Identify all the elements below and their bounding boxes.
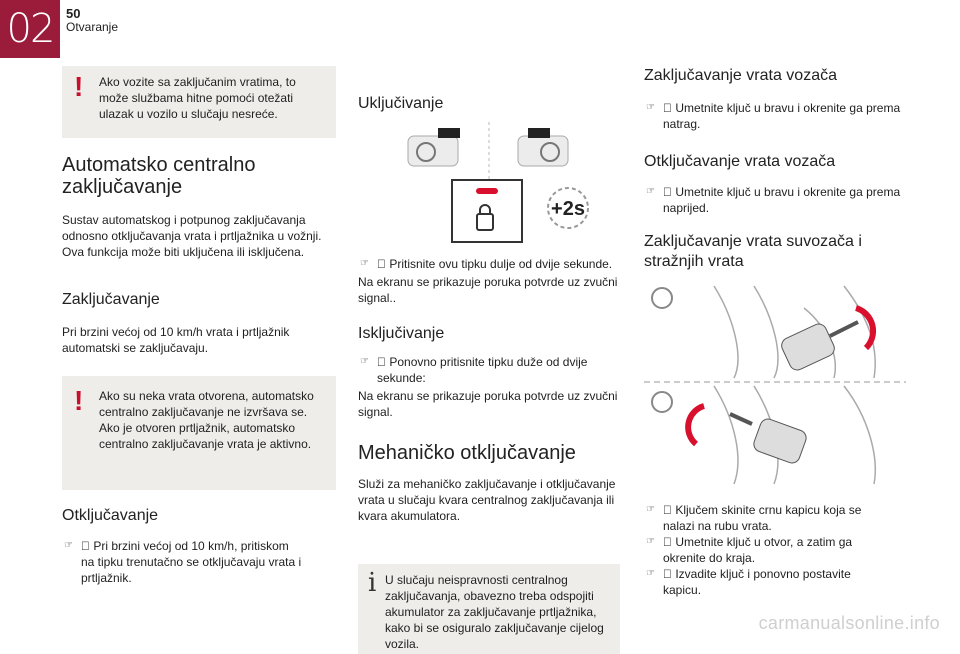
warning-box-2 xyxy=(62,376,336,490)
bullet-text: Umetnite ključ u bravu i okrenite ga prema natrag. xyxy=(663,101,901,131)
door-key-illustration xyxy=(644,278,906,484)
bullet-item xyxy=(644,502,884,534)
bullet-item xyxy=(644,534,884,566)
intro-text-2: Ova funkcija može biti uključena ili isključena. xyxy=(62,245,305,259)
footer-watermark: carmanualsonline.info xyxy=(758,613,940,633)
section-title: Automatsko centralno zaključavanje xyxy=(62,154,256,198)
warning-box xyxy=(62,66,336,138)
bullet-item xyxy=(358,354,620,386)
steering-wheel-icon xyxy=(652,288,672,308)
info-text: U slučaju neispravnosti centralnog zaključavanja, obavezno treba odspojiti akumulator za zaključavanje prtljažnika, kako bi se osiguralo zaključavanje cijelog vozila. xyxy=(385,573,604,651)
steering-wheel-left-icon xyxy=(408,128,460,166)
bullet-icon: ☞ xyxy=(646,102,655,113)
bullet-icon: ☞ xyxy=(646,568,655,579)
key-icon xyxy=(779,321,858,372)
mechanical-title: Mehaničko otključavanje xyxy=(358,442,576,464)
intro-text: Sustav automatskog i potpunog zaključavanja odnosno otključavanja vrata i prtljažnika u vožnji. xyxy=(62,213,322,243)
column-right xyxy=(644,66,906,598)
bullet-item xyxy=(644,184,906,216)
enable-title: Uključivanje xyxy=(358,95,444,112)
locking-text: Pri brzini većoj od 10 km/h vrata i prtljažnik automatski se zaključavaju. xyxy=(62,325,290,355)
bullet-item xyxy=(62,538,302,586)
rotate-arrow-icon xyxy=(688,406,704,444)
button-illustration xyxy=(358,122,620,242)
section-name: Otvaranje xyxy=(66,20,119,34)
bullet-text: Pritisnite ovu tipku dulje od dvije sekunde. xyxy=(389,257,613,271)
bullet-text: Izvadite ključ i ponovno postavite kapicu. xyxy=(663,567,851,597)
timer-label: +2s xyxy=(551,198,585,220)
bullet-icon: ☞ xyxy=(64,540,73,551)
column-middle xyxy=(358,66,620,654)
bullet-icon: ☞ xyxy=(360,258,369,269)
unlocking-title: Otključavanje xyxy=(62,507,159,524)
locking-title: Zaključavanje xyxy=(62,291,160,308)
bullet-item xyxy=(644,100,906,132)
disable-title: Isključivanje xyxy=(358,325,445,342)
bullet-text: Umetnite ključ u bravu i okrenite ga prema naprijed. xyxy=(663,185,901,215)
bullet-icon: ☞ xyxy=(646,186,655,197)
bullet-icon: ☞ xyxy=(646,536,655,547)
bullet-icon: ☞ xyxy=(360,356,369,367)
bullet-text: Ključem skinite crnu kapicu koja se nalazi na rubu vrata. xyxy=(663,503,862,533)
page-number: 50 xyxy=(66,6,81,21)
warning-icon: ! xyxy=(74,71,84,102)
steering-wheel-icon xyxy=(652,392,672,412)
warning-icon: ! xyxy=(74,385,84,416)
disable-text: Na ekranu se prikazuje poruka potvrde uz zvučni signal. xyxy=(358,389,618,419)
timer-icon xyxy=(548,188,588,228)
passenger-title: Zaključavanje vrata suvozača i stražnjih vrata xyxy=(644,233,862,270)
column-left xyxy=(62,66,336,586)
info-box xyxy=(358,564,620,654)
warning-text: Ako vozite sa zaključanim vratima, to može službama hitne pomoći otežati ulazak u vozilo u slučaju nesreće. xyxy=(99,75,296,121)
info-icon: i xyxy=(368,568,377,598)
chapter-tab: 02 xyxy=(0,0,60,58)
bullet-item xyxy=(644,566,884,598)
rotate-arrow-icon xyxy=(856,308,873,348)
mechanical-text: Služi za mehaničko zaključavanje i otključavanje vrata u slučaju kvara centralnog zaključavanja ili kvara akumulatora. xyxy=(358,477,616,523)
bullet-text: Pri brzini većoj od 10 km/h, pritiskom na tipku trenutačno se otključavaju vrata i prtljažnik. xyxy=(81,539,302,585)
bullet-text: Ponovno pritisnite tipku duže od dvije sekunde: xyxy=(377,355,588,385)
key-icon xyxy=(730,414,808,465)
bullet-text: Umetnite ključ u otvor, a zatim ga okrenite do kraja. xyxy=(663,535,853,565)
warning-text: Ako su neka vrata otvorena, automatsko centralno zaključavanje ne izvršava se. Ako je otvoren prtljažnik, automatsko centralno zaključavanje vrata je aktivno. xyxy=(99,389,314,451)
driver-lock-title: Zaključavanje vrata vozača xyxy=(644,67,837,84)
lock-button-icon xyxy=(452,180,522,242)
bullet-icon: ☞ xyxy=(646,504,655,515)
enable-text: Na ekranu se prikazuje poruka potvrde uz zvučni signal.. xyxy=(358,275,618,305)
driver-unlock-title: Otključavanje vrata vozača xyxy=(644,153,836,170)
bullet-item xyxy=(358,256,620,272)
steering-wheel-right-icon xyxy=(518,128,568,166)
